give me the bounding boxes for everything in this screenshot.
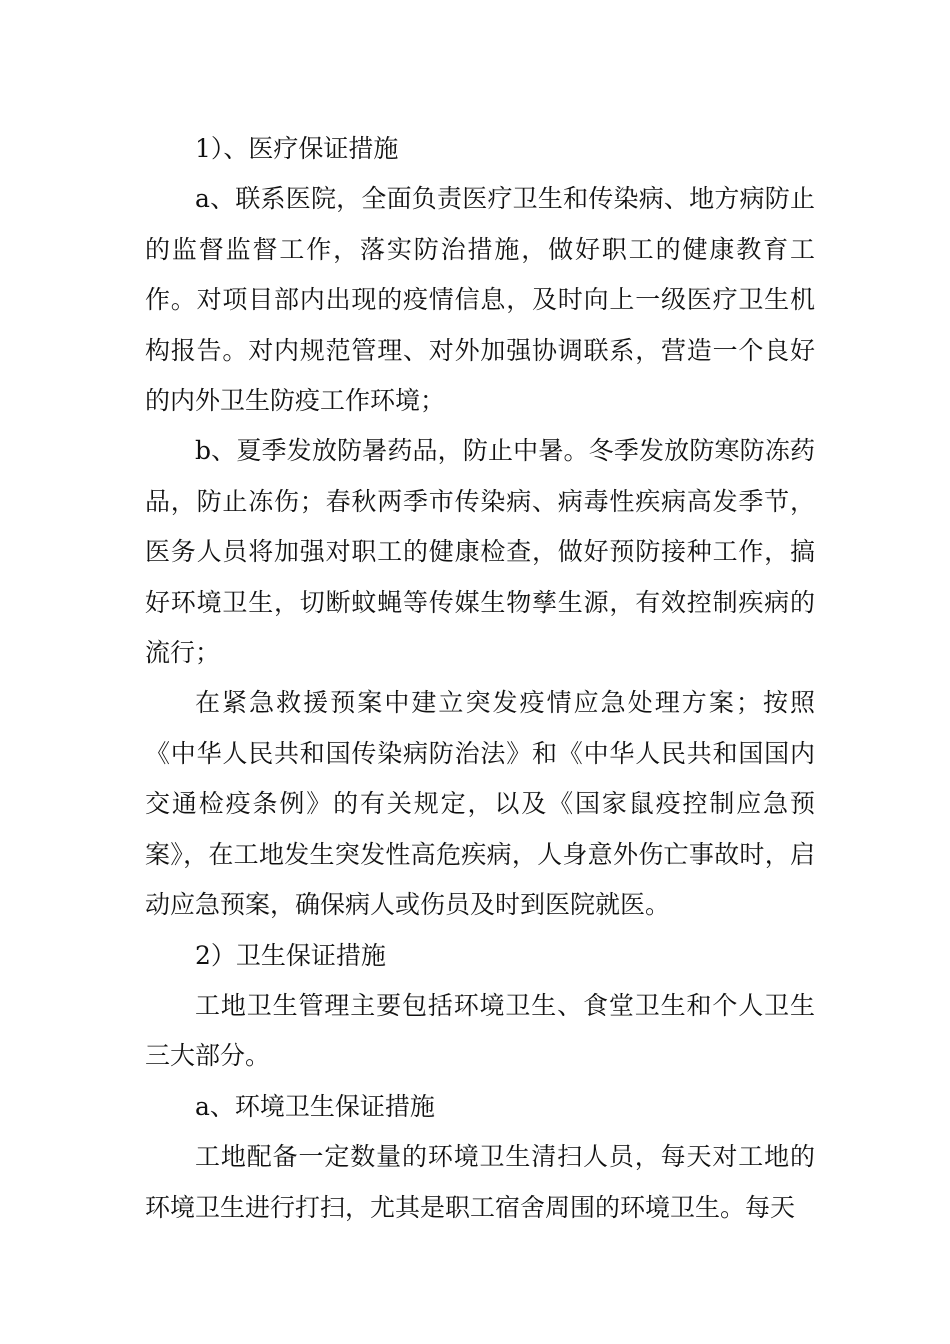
subsection-heading-environment: a、环境卫生保证措施 xyxy=(195,1091,435,1121)
paragraph-medical-b: b、夏季发放防暑药品，防止中暑。冬季发放防寒防冻药品，防止冻伤；春秋两季市传染病、病毒性疾病高发季节，医务人员将加强对职工的健康检查，做好预防接种工作，搞好环境卫生，切断蚊蝇等传媒生物孳生源，有效控制疾病的流行； xyxy=(145,436,815,668)
paragraph-emergency-plan: 在紧急救援预案中建立突发疫情应急处理方案；按照《中华人民共和国传染病防治法》和《中华人民共和国国内交通检疫条例》的有关规定，以及《国家鼠疫控制应急预案》，在工地发生突发性高危疾病，人身意外伤亡事故时，启动应急预案，确保病人或伤员及时到医院就医。 xyxy=(145,688,815,920)
section-heading-hygiene: 2）卫生保证措施 xyxy=(195,940,386,970)
paragraph-medical-a: a、联系医院，全面负责医疗卫生和传染病、地方病防止的监督监督工作，落实防治措施，做好职工的健康教育工作。对项目部内出现的疫情信息，及时向上一级医疗卫生机构报告。对内规范管理、对外加强协调联系，营造一个良好的内外卫生防疫工作环境； xyxy=(145,184,815,416)
section-heading-medical: 1）、医疗保证措施 xyxy=(195,134,399,163)
paragraph-environment-cleaning: 工地配备一定数量的环境卫生清扫人员，每天对工地的环境卫生进行打扫，尤其是职工宿舍周围的环境卫生。每天 xyxy=(145,1142,815,1222)
paragraph-hygiene-overview: 工地卫生管理主要包括环境卫生、食堂卫生和个人卫生三大部分。 xyxy=(145,990,815,1071)
document-body xyxy=(145,124,815,1233)
